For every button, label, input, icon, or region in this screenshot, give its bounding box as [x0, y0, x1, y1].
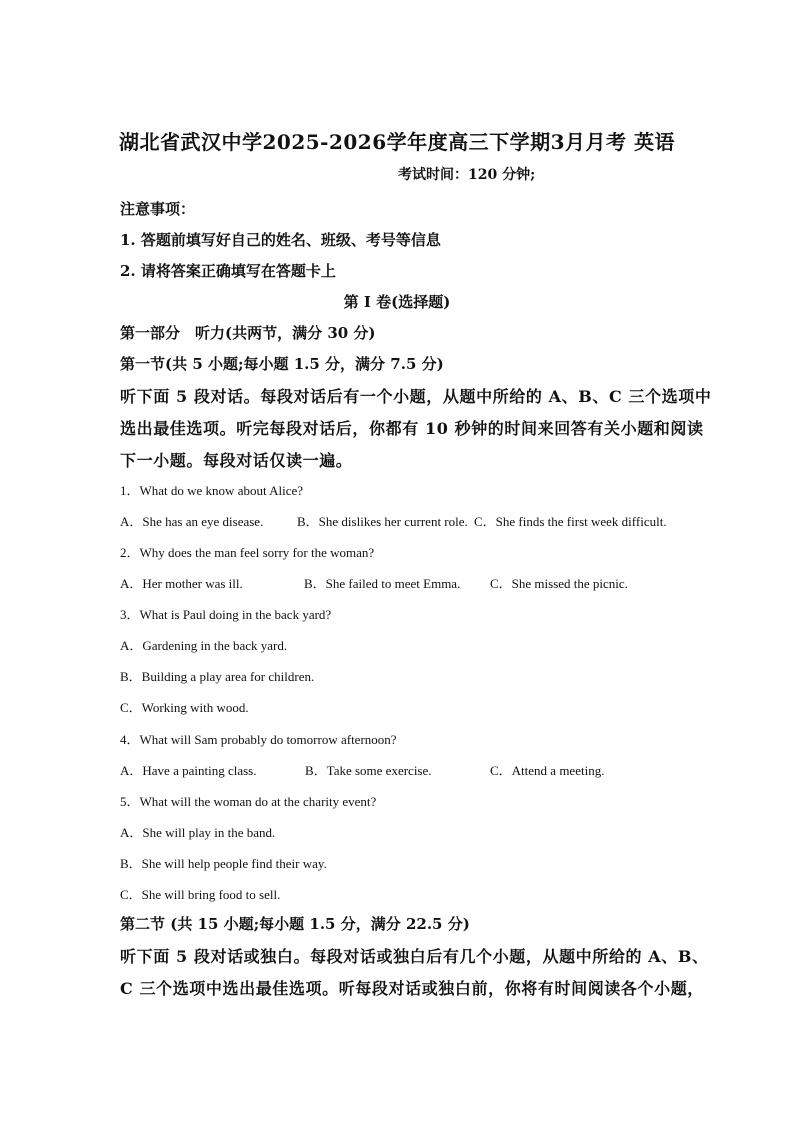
option-a: A．Gardening in the back yard. — [120, 638, 288, 653]
notice-item: 2. 请将答案正确填写在答题卡上 — [120, 262, 336, 280]
exam-title: 湖北省武汉中学2025-2026学年度高三下学期3月月考 英语 — [118, 130, 675, 154]
question-stem: 5．What will the woman do at the charity event? — [120, 794, 377, 809]
question-stem: 2．Why does the man feel sorry for the woman? — [120, 545, 375, 560]
option-c: C．She finds the first week difficult. — [474, 514, 667, 529]
option-a: A．She has an eye disease. — [120, 514, 264, 529]
option-b: B．She dislikes her current role. — [297, 514, 468, 529]
volume-title: 第 I 卷(选择题) — [343, 293, 451, 311]
section2-title: 第二节 (共 15 小题;每小题 1.5 分，满分 22.5 分) — [120, 915, 470, 933]
option-c: C．Attend a meeting. — [490, 763, 605, 778]
exam-time: 考试时间：120 分钟; — [398, 167, 536, 183]
section1-title: 第一节(共 5 小题;每小题 1.5 分，满分 7.5 分) — [120, 355, 444, 373]
option-b: B．Take some exercise. — [305, 763, 432, 778]
option-c: C．Working with wood. — [120, 700, 249, 715]
option-b: B．She failed to meet Emma. — [304, 576, 461, 591]
option-b: B．Building a play area for children. — [120, 669, 315, 684]
option-a: A．She will play in the band. — [120, 825, 276, 840]
question-stem: 3．What is Paul doing in the back yard? — [120, 607, 332, 622]
section2-instruction-line: C 三个选项中选出最佳选项。听每段对话或独白前，你将有时间阅读各个小题， — [120, 979, 704, 998]
option-c: C．She will bring food to sell. — [120, 887, 281, 902]
question-stem: 1．What do we know about Alice? — [120, 483, 304, 498]
section1-instruction-line: 听下面 5 段对话。每段对话后有一个小题，从题中所给的 A、B、C 三个选项中 — [120, 387, 712, 406]
option-a: A．Have a painting class. — [120, 763, 257, 778]
option-c: C．She missed the picnic. — [490, 576, 628, 591]
notice-heading: 注意事项： — [120, 200, 196, 218]
option-b: B．She will help people find their way. — [120, 856, 327, 871]
option-a: A．Her mother was ill. — [120, 576, 243, 591]
section1-instruction-line: 下一小题。每段对话仅读一遍。 — [120, 451, 353, 470]
question-stem: 4．What will Sam probably do tomorrow afternoon? — [120, 732, 397, 747]
part1-title: 第一部分 听力(共两节，满分 30 分) — [120, 324, 376, 342]
section2-instruction-line: 听下面 5 段对话或独白。每段对话或独白后有几个小题，从题中所给的 A、B、 — [120, 947, 709, 966]
notice-item: 1. 答题前填写好自己的姓名、班级、考号等信息 — [120, 231, 441, 249]
section1-instruction-line: 选出最佳选项。听完每段对话后，你都有 10 秒钟的时间来回答有关小题和阅读 — [120, 419, 704, 438]
